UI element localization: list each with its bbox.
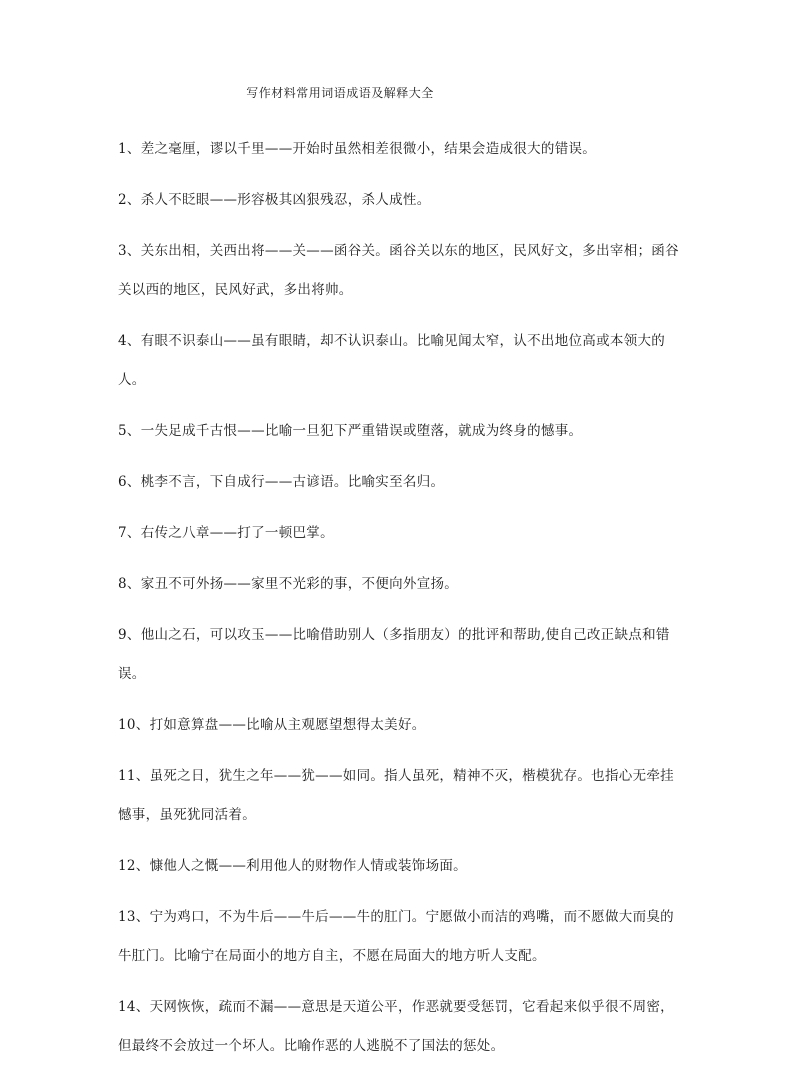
list-item: 10、打如意算盘——比喻从主观愿望想得太美好。: [118, 717, 426, 733]
list-item: 5、一失足成千古恨——比喻一旦犯下严重错误或堕落，就成为终身的憾事。: [118, 423, 583, 439]
list-item: 3、关东出相，关西出将——关——函谷关。函谷关以东的地区，民风好文，多出宰相；函谷关以西的地区，民风好武，多出将帅。: [118, 243, 679, 298]
list-item: 12、慷他人之慨——利用他人的财物作人情或装饰场面。: [118, 858, 467, 874]
list-item: 2、杀人不眨眼——形容极其凶狠残忍，杀人成性。: [118, 192, 431, 208]
list-item: 8、家丑不可外扬——家里不光彩的事，不便向外宣扬。: [118, 576, 459, 592]
list-item: 11、虽死之日，犹生之年——犹——如同。指人虽死，精神不灭，楷模犹存。也指心无牵挂憾事，虽死犹同活着。: [118, 768, 674, 823]
list-item: 7、右传之八章——打了一顿巴掌。: [118, 525, 334, 541]
entry-list: [118, 130, 686, 1078]
document-title: 写作材料常用词语成语及解释大全: [246, 86, 434, 100]
list-item: 6、桃李不言，下自成行——古谚语。比喻实至名归。: [118, 474, 445, 490]
list-item: 14、天网恢恢，疏而不漏——意思是天道公平，作恶就要受惩罚，它看起来似乎很不周密，但最终不会放过一个坏人。比喻作恶的人逃脱不了国法的惩处。: [118, 999, 674, 1054]
list-item: 1、差之毫厘，谬以千里——开始时虽然相差很微小，结果会造成很大的错误。: [118, 141, 597, 157]
list-item: 13、宁为鸡口，不为牛后——牛后——牛的肛门。宁愿做小而洁的鸡嘴，而不愿做大而臭的牛肛门。比喻宁在局面小的地方自主，不愿在局面大的地方听人支配。: [118, 909, 674, 964]
list-item: 9、他山之石，可以攻玉——比喻借助别人（多指朋友）的批评和帮助,使自己改正缺点和错误。: [118, 627, 670, 682]
list-item: 4、有眼不识泰山——虽有眼睛，却不认识泰山。比喻见闻太窄，认不出地位高或本领大的人。: [118, 333, 666, 388]
